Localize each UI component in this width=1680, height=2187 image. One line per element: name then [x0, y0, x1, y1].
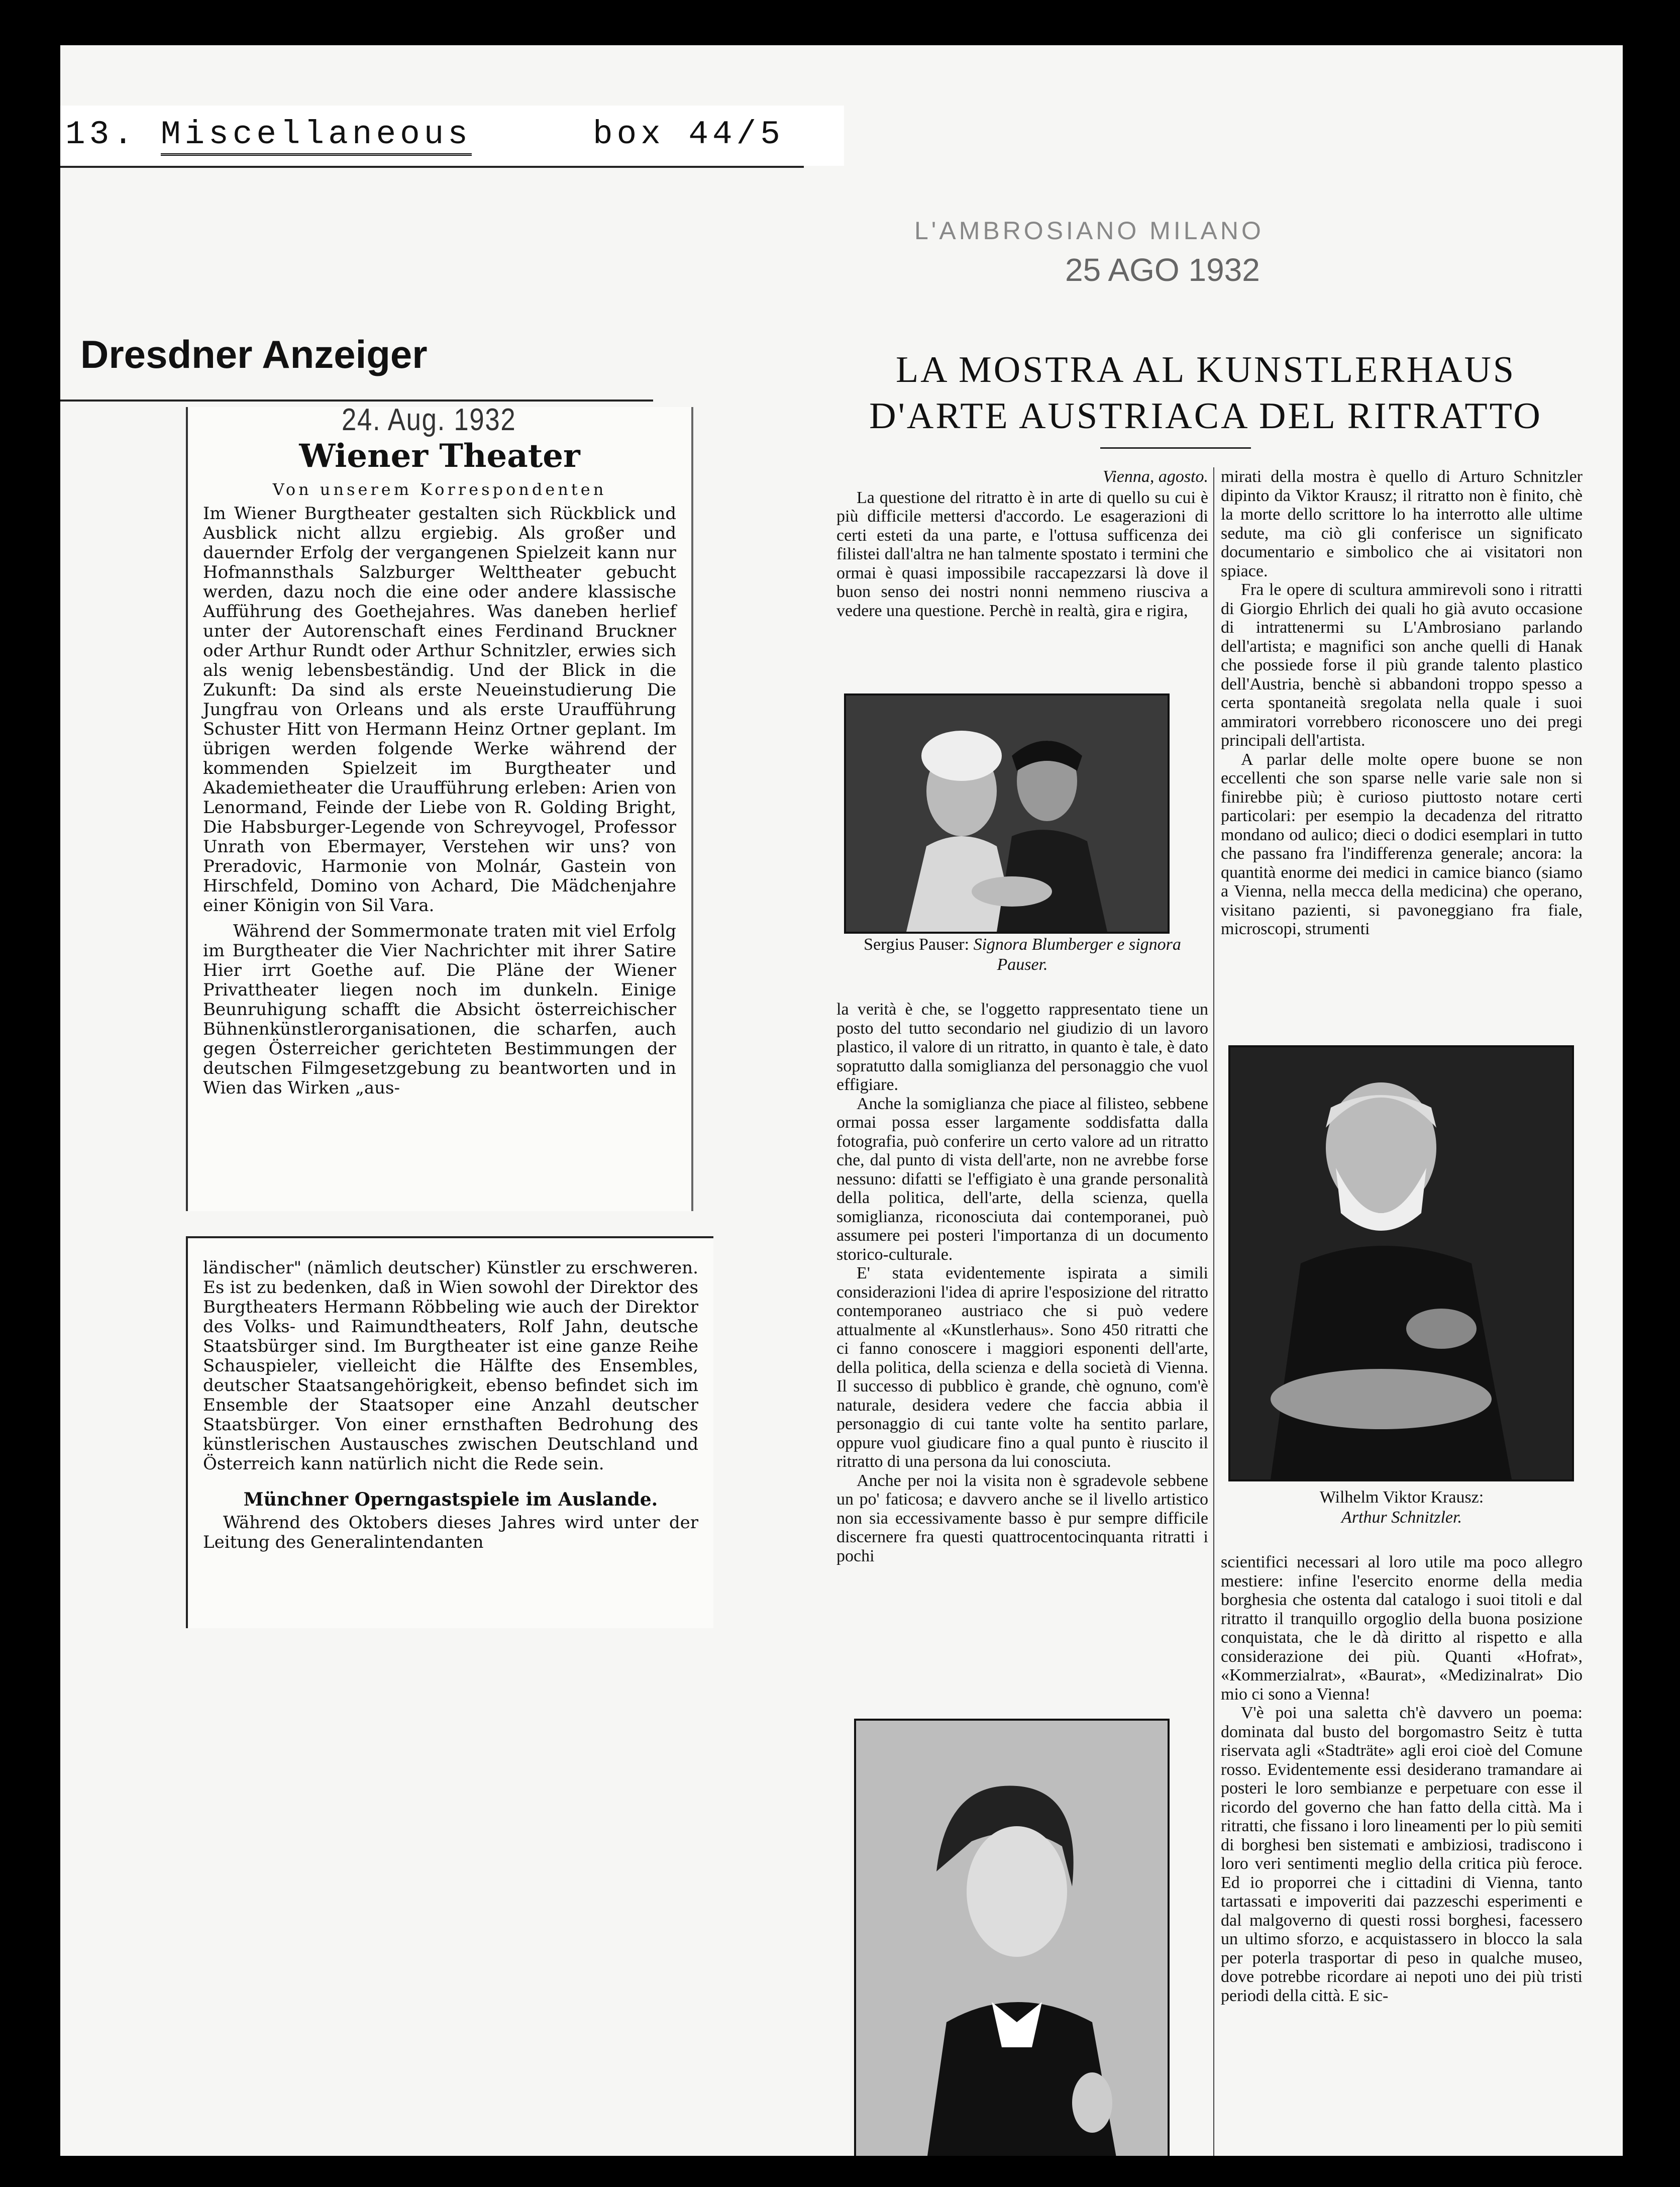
- stamp-date-italian: 25 AGO 1932: [1065, 252, 1260, 288]
- stamp-source: L'AMBROSIANO MILANO: [914, 217, 1264, 245]
- italian-col2-paragraph-5: V'è poi una saletta ch'è davvero un poema: dominata dal busto del borgomastro Seitz è tutta riservata agli «Stadträte» agli eroi cioè del Comune rosso. Evidentemente essi desiderano tramandare ai posteri le loro sembianze e perpetuare con esse il ricordo del governo che han fatto della città. Ma i ritratti, che fissano i loro lineamenti per lo più semiti di borghesi ben sistemati e ambiziosi, tradiscono i loro veri sentimenti meglio della critica più feroce. Ed io proporrei che i cittadini di Vienna, tanto tartassati e impoveriti dai pazzeschi esperimenti e dal malgoverno di questi rossi borghesi, facessero un ultimo sforzo, e acquistassero in blocco la sala per poterla trasportar di peso in qualche museo, dove potrebbe ricordare ai nepoti uno dei più tristi periodi della città. E sic-: [1221, 1704, 1583, 2005]
- archive-sheet: [60, 45, 1623, 2156]
- italian-col2-paragraph-2: Fra le opere di scultura ammirevoli sono i ritratti di Giorgio Ehrlich dei quali ho già avuto occasione di intrattenermi su L'Ambrosiano parlando dell'artista; e magnifici son anche quelli di Hanak che possiede forse il più grande talento plastico dell'Austria, benchè si abbandoni troppo spesso a certa spontaneità sregolata nella quale i suoi ammiratori vorrebbero riconoscere uno dei pregi principali dell'artista.: [1221, 580, 1583, 750]
- ambrosiano-stamp: [834, 196, 1296, 307]
- next-article-text: Während des Oktobers dieses Jahres wird unter der Leitung des Generalintendanten: [203, 1513, 698, 1552]
- portrait-image-woman: [856, 1721, 1168, 2156]
- photo-woman-portrait: [854, 1719, 1170, 2156]
- german-clipping-main: [186, 407, 693, 1211]
- caption-1-title: Signora Blumberger e signora Pauser.: [973, 935, 1181, 974]
- date-stamp-dresdner: 24. Aug. 1932: [342, 403, 516, 437]
- column-divider: [1213, 467, 1214, 2156]
- caption-2-title: Arthur Schnitzler.: [1341, 1508, 1462, 1527]
- italian-column-1-bottom: [836, 1000, 1208, 1714]
- newspaper-name-dresdner: Dresdner Anzeiger: [80, 332, 428, 376]
- italian-column-2-bottom: [1221, 1553, 1583, 2156]
- german-continuation-text: ländischer" (nämlich deutscher) Künstler zu erschweren. Es ist zu bedenken, daß in Wien sowohl der Direktor des Burgtheaters Hermann Röbbeling wie auch der Direktor des Volks- und Raimundtheaters, Rolf Jahn, deutsche Staatsbürger sind. Im Burgtheater ist eine ganze Reihe Schauspieler, vielleicht die Hälfte des Ensembles, deutscher Staatsangehörigkeit, ebenso befindet sich im Ensemble der Staatsoper eine Anzahl deutscher Staatsbürger. Von einer ernsthaften Bedrohung des künstlerischen Austausches zwischen Deutschland und Österreich kann natürlich nicht die Rede sein.: [203, 1258, 698, 1474]
- archive-number: 13.: [65, 116, 137, 153]
- german-clipping-continuation: [186, 1236, 713, 1628]
- italian-col2-paragraph-1: mirati della mostra è quello di Arturo Schnitzler dipinto da Viktor Krausz; il ritratto non è finito, chè la morte dello scrittore lo ha interrotto alle ultime sedute, ma ciò gli conferisce un significato documentario e simbolico che ai visitatori non spiace.: [1221, 467, 1583, 580]
- italian-column-2-top: [1221, 467, 1583, 1020]
- italian-col1-paragraph-5: Anche per noi la visita non è sgradevole sebbene un po' faticosa; e davvero anche se il livello artistico non sia eccessivamente basso è pur sempre difficile discernere fra questi quattrocentocinquanta ritratti i pochi: [836, 1471, 1208, 1565]
- headline-line-2: D'ARTE AUSTRIACA DEL RITRATTO: [869, 395, 1542, 437]
- dateline: Vienna, agosto.: [1103, 467, 1208, 486]
- caption-krausz: [1221, 1487, 1583, 1528]
- archive-header: [60, 106, 844, 166]
- portrait-image-two-women: [846, 695, 1168, 932]
- italian-col2-paragraph-3: A parlar delle molte opere buone se non eccellenti che son sparse nelle varie sale non si finirebbe più; è curioso piuttosto notare certi particolari: per esempio la decadenza del ritratto mondano od aulico; dieci o dodici esemplari in tutto che passano fra l'indifferenza generale; ancora: la quantità enorme dei medici in camice bianco (siamo a Vienna, nella mecca della medicina) che operano, visitano pazienti, si pavoneggiano fra fiale, microscopi, strumenti: [1221, 750, 1583, 938]
- caption-2-artist: Wilhelm Viktor Krausz:: [1319, 1488, 1484, 1507]
- caption-pauser: [836, 935, 1208, 975]
- italian-column-1-top: [836, 467, 1208, 678]
- photo-schnitzler-portrait: [1228, 1045, 1574, 1481]
- italian-col2-paragraph-4: scientifici necessari al loro utile ma poco allegro mestiere: infine l'esercito enorme della media borghesia che ostenta dal catalogo i suoi titoli e dal ritratto il tranquillo orgoglio della buona posizione conquistata, che le dà diritto al rispetto e alla considerazione dei più. Quanti «Hofrat», «Kommerzialrat», «Baurat», «Medizinalrat» Dio mio ci sono a Vienna!: [1221, 1553, 1583, 1704]
- article-title-wiener-theater: Wiener Theater: [299, 437, 580, 475]
- italian-col1-paragraph-3: Anche la somiglianza che piace al filisteo, sebbene ormai possa esser largamente soddisfatta dalla fotografia, può conferire un certo valore ad un ritratto che, dal punto di vista dell'arte, non ne avrebbe forse nessuno: difatti se l'effigiato è una grande personalità della politica, dell'arte, della scienza, quella somiglianza, riconosciuta dai contemporanei, può assumere pei posteri l'importanza di un documento storico-culturale.: [836, 1094, 1208, 1264]
- clipping-edge-line: [60, 400, 653, 402]
- headline-line-1: LA MOSTRA AL KUNSTLERHAUS: [895, 349, 1516, 390]
- archive-box: box 44/5: [593, 116, 784, 153]
- headline-rule: [1100, 447, 1251, 449]
- german-paragraph-1: Im Wiener Burgtheater gestalten sich Rückblick und Ausblick nicht allzu ergiebig. Als großer und dauernder Erfolg der vergangenen Spielzeit kann nur Hofmannsthals Salzburger Welttheater gebucht werden, dazu noch die eine oder andere klassische Aufführung des Goethejahres. Was daneben herlief unter der Autorenschaft eines Ferdinand Bruckner oder Arthur Rundt oder Arthur Schnitzler, erwies sich als wenig lebensbeständig. Und der Blick in die Zukunft: Da sind als erste Neueinstudierung Die Jungfrau von Orleans und als erste Uraufführung Schuster Hitt von Hermann Heinz Ortner geplant. Im übrigen werden folgende Werke während der kommenden Spielzeit im Burgtheater und Akademietheater die Uraufführung erleben: Arien von Lenormand, Feinde der Liebe von R. Golding Bright, Die Habsburger-Legende von Schreyvogel, Professor Unrath von Ebermayer, Verstehen wir uns? von Preradovic, Harmonie von Molnár, Gastein von Hirschfeld, Domino von Achard, Die Mädchenjahre einer Königin von Sil Vara.: [203, 504, 676, 916]
- italian-headline: [834, 347, 1578, 439]
- caption-1-artist: Sergius Pauser:: [864, 935, 970, 954]
- italian-col1-paragraph-4: E' stata evidentemente ispirata a simili considerazioni l'idea di aprire l'esposizione del ritratto contemporaneo austriaco che si può vedere attualmente al «Kunstlerhaus». Sono 450 ritratti che ci fanno conoscere i maggiori esponenti dell'arte, della politica, della scienza e della società di Vienna. Il successo di pubblico è grande, chè ognuno, com'è naturale, desidera vedere che faccia abbia il personaggio di cui tante volte ha sentito parlare, oppure vuol giudicare fino a qual punto è riuscito il ritratto di una persona da lui conosciuta.: [836, 1264, 1208, 1471]
- article-byline: Von unserem Korrespondenten: [272, 480, 607, 499]
- header-divider: [60, 166, 804, 168]
- archive-category: Miscellaneous: [161, 116, 472, 156]
- portrait-image-schnitzler: [1230, 1047, 1572, 1479]
- italian-col1-paragraph-2: la verità è che, se l'oggetto rappresentato tiene un posto del tutto secondario nel giudizio di un lavoro plastico, il valore di un ritratto, in quanto è tale, è dato sopratutto dalla somiglianza del personaggio che vuol effigiare.: [836, 1000, 1208, 1094]
- photo-pauser-portrait: [844, 693, 1170, 934]
- next-article-heading: Münchner Operngastspiele im Auslande.: [243, 1489, 658, 1510]
- german-paragraph-2: Während der Sommermonate traten mit viel Erfolg im Burgtheater die Vier Nachrichter mit ihrer Satire Hier irrt Goethe auf. Die Pläne der Wiener Privattheater liegen noch im dunkeln. Einige Beunruhigung schafft die Absicht österreichischer Bühnenkünstlerorganisationen, die scharfen, auch gegen Österreicher gerichteten Bestimmungen der deutschen Filmgesetzgebung zu beantworten und in Wien das Wirken „aus-: [203, 921, 676, 1098]
- italian-col1-paragraph-1: La questione del ritratto è in arte di quello su cui è più difficile mettersi d'accordo. Le esagerazioni di certi esteti da una parte, e l'ottusa sufficenza dei filistei dall'altra ne han talmente spostato i termini che ormai è quasi impossibile raccapezzarsi là dove il buon senso dei nostri nonni nemmeno riusciva a vedere una questione. Perchè in realtà, gira e rigira,: [836, 488, 1208, 620]
